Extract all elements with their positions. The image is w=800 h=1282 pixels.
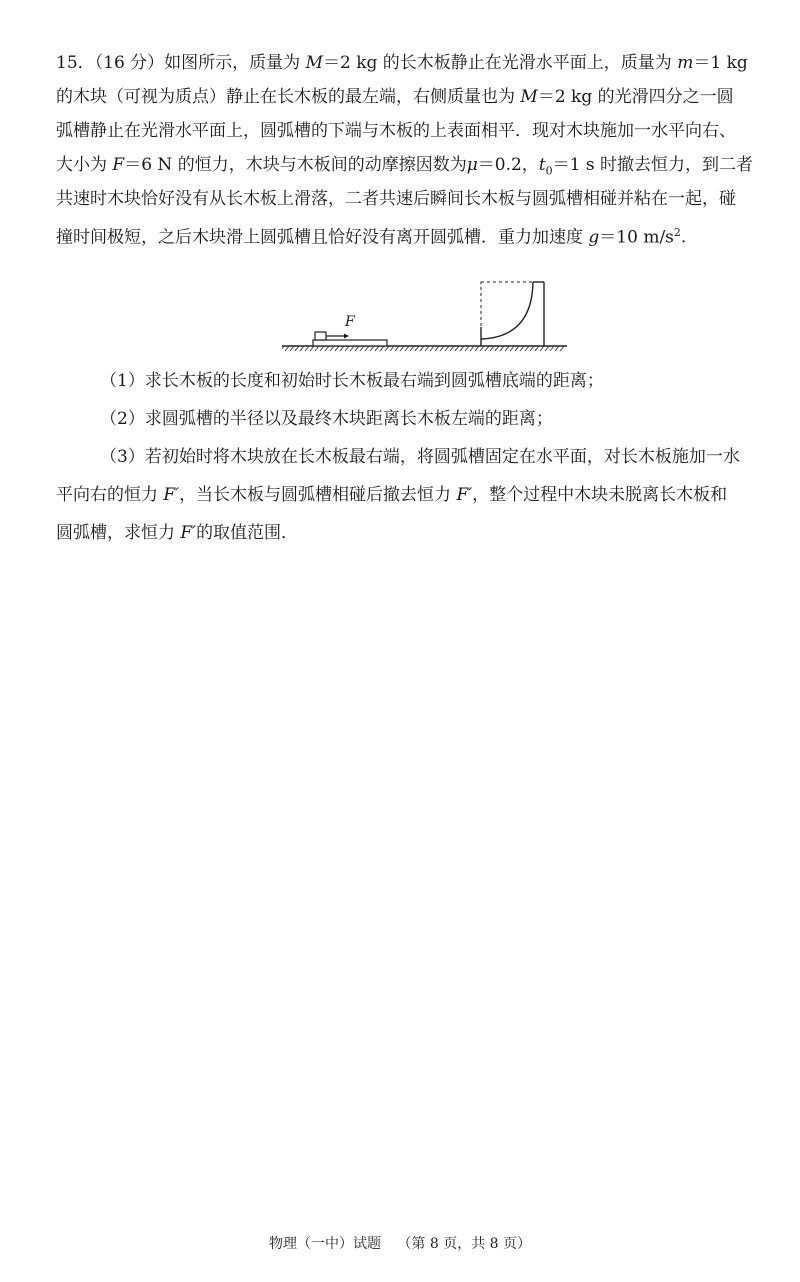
math-variable: F [112, 155, 125, 175]
problem-line: 的木块（可视为质点）静止在长木板的最左端，右侧质量也为 M＝2 kg 的光滑四分之一圆 [56, 87, 734, 107]
footer-page-info: （第 8 页，共 8 页） [397, 1236, 532, 1252]
question-line: 平向右的恒力 F′，当长木板与圆弧槽相碰后撤去恒力 F′，整个过程中木块未脱离长木板和 [56, 485, 728, 505]
math-variable: M [520, 87, 538, 107]
problem-line: 撞时间极短，之后木块滑上圆弧槽且恰好没有离开圆弧槽．重力加速度 g＝10 $m/s^2$. [56, 226, 687, 248]
math-variable: g [588, 227, 600, 248]
force-arrow-head [344, 334, 349, 339]
math-variable: m [677, 53, 694, 73]
math-variable: F′ [180, 523, 197, 543]
problem-line: 弧槽静止在光滑水平面上，圆弧槽的下端与木板的上表面相平．现对木块施加一水平向右、 [56, 121, 736, 141]
problem-line: 大小为 F＝6 N 的恒力，木块与木板间的动摩擦因数为μ＝0.2，$t_0=1$ s 时撤去恒力，到二者 [56, 155, 754, 178]
question-line: （3）若初始时将木块放在长木板最右端，将圆弧槽固定在水平面，对长木板施加一水 [100, 447, 740, 467]
problem-statement [56, 46, 756, 250]
problem-line: 15．（16 分）如图所示，质量为 M＝2 kg 的长木板静止在光滑水平面上，质量为 m＝1 kg [56, 53, 748, 73]
math-variable: F′ [456, 485, 473, 505]
math-variable: F′ [163, 485, 180, 505]
math-variable: μ [466, 155, 478, 175]
question-list [56, 362, 756, 552]
footer-subject: 物理（一中）试题 [268, 1236, 381, 1252]
wood-block [315, 332, 326, 340]
question-line: 圆弧槽，求恒力 F′的取值范围． [56, 523, 299, 543]
page-footer [0, 1233, 800, 1253]
question-line: （2）求圆弧槽的半径以及最终木块距离长木板左端的距离； [100, 409, 553, 429]
problem-line: 共速时木块恰好没有从长木板上滑落，二者共速后瞬间长木板与圆弧槽相碰并粘在一起，碰 [56, 189, 736, 209]
physics-diagram [282, 279, 567, 353]
math-subscript: 0 [545, 164, 553, 178]
question-line: （1）求长木板的长度和初始时长木板最右端到圆弧槽底端的距离； [100, 371, 604, 391]
force-label: F [345, 314, 355, 330]
math-superscript: 2 [673, 226, 681, 239]
math-variable: M [305, 53, 323, 73]
long-board [313, 340, 387, 346]
math-variable: t [538, 155, 546, 175]
arc-groove [481, 282, 544, 346]
